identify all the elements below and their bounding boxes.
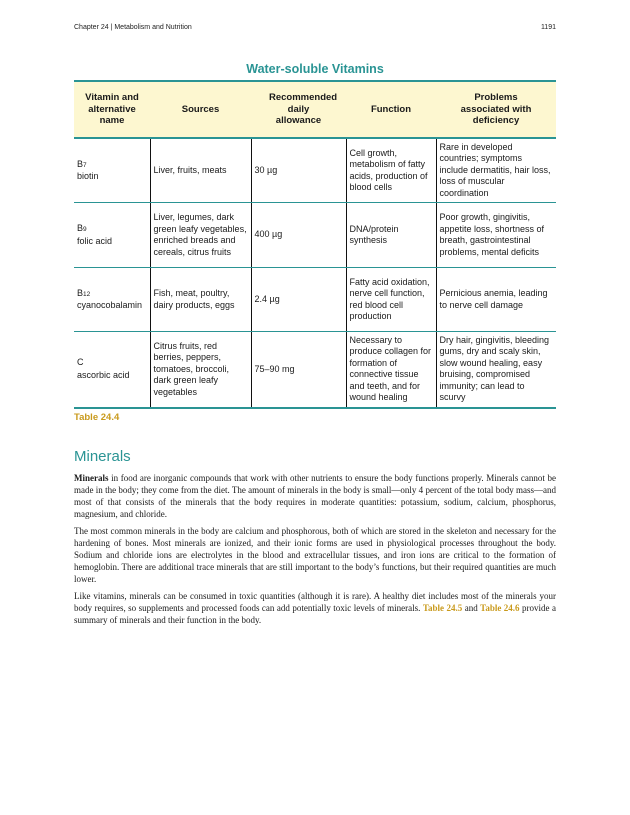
sources-cell: Liver, legumes, dark green leafy vegetables, enriched breads and cereals, citrus fruits [150,203,251,268]
vitamin-subscript: 12 [83,290,91,298]
allowance-cell: 30 µg [251,138,346,203]
vitamin-cell [74,332,150,408]
paragraph-text: Like vitamins, minerals can be consumed in toxic quantities (although it is rare). A healthy diet includes most of the minerals your body requires, so supplements and processed foods can add potentially toxic levels of minerals. [74,591,556,613]
table-header-row [74,81,556,138]
sources-cell: Citrus fruits, red berries, peppers, tomatoes, broccoli, dark green leafy vegetables [150,332,251,408]
problems-cell: Pernicious anemia, leading to nerve cell damage [436,268,556,332]
table-title: Water-soluble Vitamins [246,62,384,76]
function-cell: Cell growth, metabolism of fatty acids, production of blood cells [346,138,436,203]
vitamin-letter: B [77,287,84,298]
table-row [74,203,556,268]
vitamin-letter: B [77,223,84,233]
paragraph-text: provide a summary of minerals and their function in the body. [74,603,556,625]
page-header [74,24,556,31]
paragraph-text: in food are inorganic compounds that work with other nutrients to ensure the body functions properly. Minerals cannot be made in the body; they come from the diet. The amount of minerals in the body is small—only 4 percent of the total body mass—and most of that consists of the minerals that the body requires in moderate quantities: potassium, sodium, calcium, phosphorus, magnesium, and chloride. [74,473,556,519]
paragraph-text: and [462,603,481,613]
section-heading: Minerals [74,448,131,465]
table-24-5-link[interactable]: Table 24.5 [422,603,463,613]
paragraph: The most common minerals in the body are calcium and phosphorous, both of which are stored in the skeleton and necessary for the hardening of bones. Most minerals are ionized, and their ionic forms are used in physiological processes throughout the body. Sodium and chloride ions are electrolytes in the blood and extracellular tissues, and iron ions are critical to the formation of hemoglobin. There are additional trace minerals that are still important to the body’s functions, but their required quantities are much lower. [74,526,556,584]
page-number: 1191 [540,24,556,31]
vitamin-alt-name: ascorbic acid [77,369,130,380]
paragraph-lead-term: Minerals [74,473,109,483]
header-allowance: Recommended daily allowance [251,81,346,138]
allowance-cell: 400 µg [251,203,346,268]
vitamin-alt-name: folic acid [77,235,113,246]
table-label: Table 24.4 [74,412,120,423]
vitamins-table [74,80,556,409]
vitamin-subscript: 9 [83,226,87,233]
function-cell: Necessary to produce collagen for formation of connective tissue and teeth, and for wound healing [346,332,436,408]
vitamin-alt-name: biotin [77,171,99,181]
vitamin-alt-name: cyanocobalamin [77,300,143,310]
chapter-title: Chapter 24 | Metabolism and Nutrition [74,24,192,31]
vitamin-subscript: 7 [83,161,87,169]
table-row [74,138,556,203]
vitamin-cell [74,268,150,332]
allowance-cell: 75–90 mg [251,332,346,408]
header-problems: Problems associated with deficiency [436,81,556,138]
problems-cell: Poor growth, gingivitis, appetite loss, shortness of breath, gastrointestinal problems, mental deficits [436,203,556,268]
vitamin-cell [74,203,150,268]
table-row [74,332,556,408]
header-vitamin: Vitamin and alternative name [74,81,150,138]
problems-cell: Rare in developed countries; symptoms include dermatitis, hair loss, loss of muscular coordination [436,138,556,203]
paragraph [74,590,556,626]
paragraph [74,472,556,520]
vitamin-letter: B [77,158,84,169]
function-cell: Fatty acid oxidation, nerve cell function, red blood cell production [346,268,436,332]
function-cell: DNA/protein synthesis [346,203,436,268]
problems-cell: Dry hair, gingivitis, bleeding gums, dry and scaly skin, slow wound healing, easy bruising, compromised immunity; can lead to scurvy [436,332,556,408]
body-text [74,472,556,631]
header-sources: Sources [150,81,251,138]
vitamin-cell [74,138,150,203]
sources-cell: Liver, fruits, meats [150,138,251,203]
allowance-cell: 2.4 µg [251,268,346,332]
vitamin-letter: C [77,357,84,368]
table-24-6-link[interactable]: Table 24.6 [480,603,520,613]
sources-cell: Fish, meat, poultry, dairy products, eggs [150,268,251,332]
table-row [74,268,556,332]
header-function: Function [346,81,436,138]
